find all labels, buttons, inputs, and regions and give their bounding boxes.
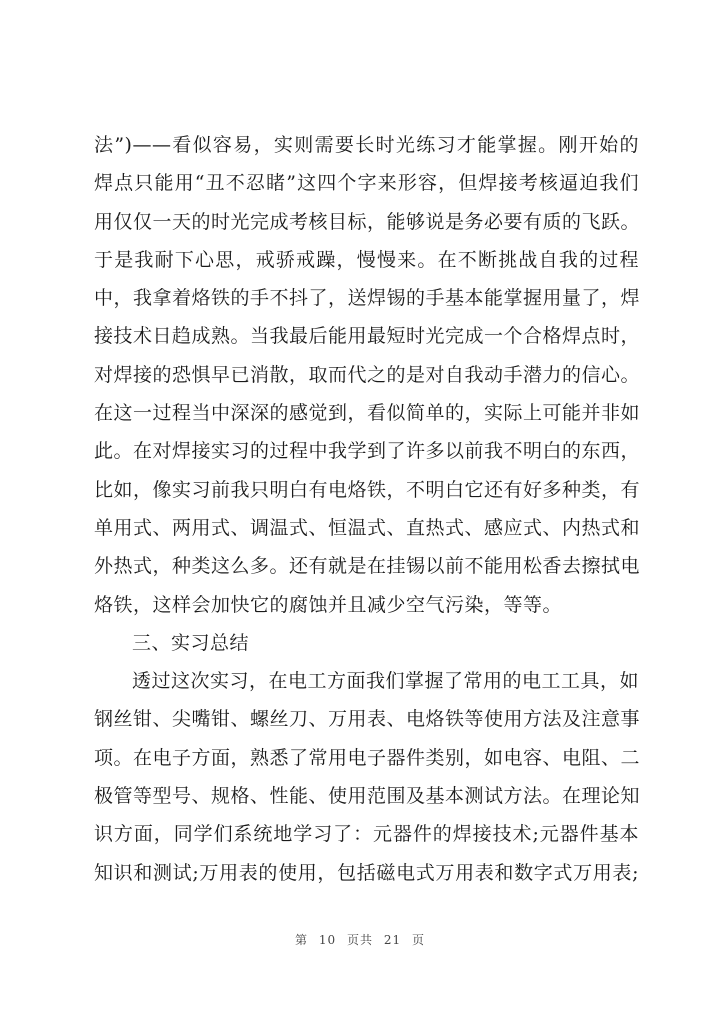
paragraph-line: 接技术日趋成熟。当我最后能用最短时光完成一个合格焊点时，: [94, 325, 641, 348]
paragraph-line: 烙铁，这样会加快它的腐蚀并且减少空气污染，等等。: [94, 593, 563, 616]
paragraph-line: 对焊接的恐惧早已消散，取而代之的是对自我动手潜力的信心。: [94, 363, 641, 386]
paragraph-line: 比如，像实习前我只明白有电烙铁，不明白它还有好多种类，有: [94, 478, 641, 501]
summary-line: 项。在电子方面，熟悉了常用电子器件类别，如电容、电阻、二: [94, 746, 641, 769]
summary-line: 知识和测试;万用表的使用，包括磁电式万用表和数字式万用表;: [94, 861, 639, 884]
paragraph-line: 焊点只能用“丑不忍睹”这四个字来形容，但焊接考核逼迫我们: [94, 172, 639, 195]
paragraph-line: 于是我耐下心思，戒骄戒躁，慢慢来。在不断挑战自我的过程: [94, 248, 639, 271]
paragraph-line: 在这一过程当中深深的感觉到，看似简单的，实际上可能并非如: [94, 402, 641, 425]
paragraph-line: 用仅仅一天的时光完成考核目标，能够说是务必要有质的飞跃。: [94, 210, 641, 233]
body-text: [94, 126, 639, 892]
footer-suffix: 页: [411, 933, 425, 947]
paragraph-line: 单用式、两用式、调温式、恒温式、直热式、感应式、内热式和: [94, 516, 641, 539]
paragraph-line: 中，我拿着烙铁的手不抖了，送焊锡的手基本能掌握用量了，焊: [94, 287, 641, 310]
footer-prefix: 第: [295, 933, 309, 947]
summary-line: 极管等型号、规格、性能、使用范围及基本测试方法。在理论知: [94, 785, 641, 808]
paragraph-line: 外热式，种类这么多。还有就是在挂锡以前不能用松香去擦拭电: [94, 555, 641, 578]
footer-current-page: 10: [318, 933, 337, 947]
paragraph-line: 法”)——看似容易，实则需要长时光练习才能掌握。刚开始的: [94, 134, 639, 156]
footer-middle: 页共: [346, 933, 373, 947]
footer-total-pages: 21: [383, 933, 402, 947]
page-footer: [0, 931, 720, 948]
summary-line: 钢丝钳、尖嘴钳、螺丝刀、万用表、电烙铁等使用方法及注意事: [94, 708, 641, 731]
paragraph-line: 此。在对焊接实习的过程中我学到了许多以前我不明白的东西，: [94, 440, 641, 463]
section-heading: 三、实习总结: [132, 631, 250, 654]
summary-line: 透过这次实习，在电工方面我们掌握了常用的电工工具，如: [132, 670, 640, 693]
summary-line: 识方面，同学们系统地学习了：元器件的焊接技术;元器件基本: [94, 823, 639, 846]
